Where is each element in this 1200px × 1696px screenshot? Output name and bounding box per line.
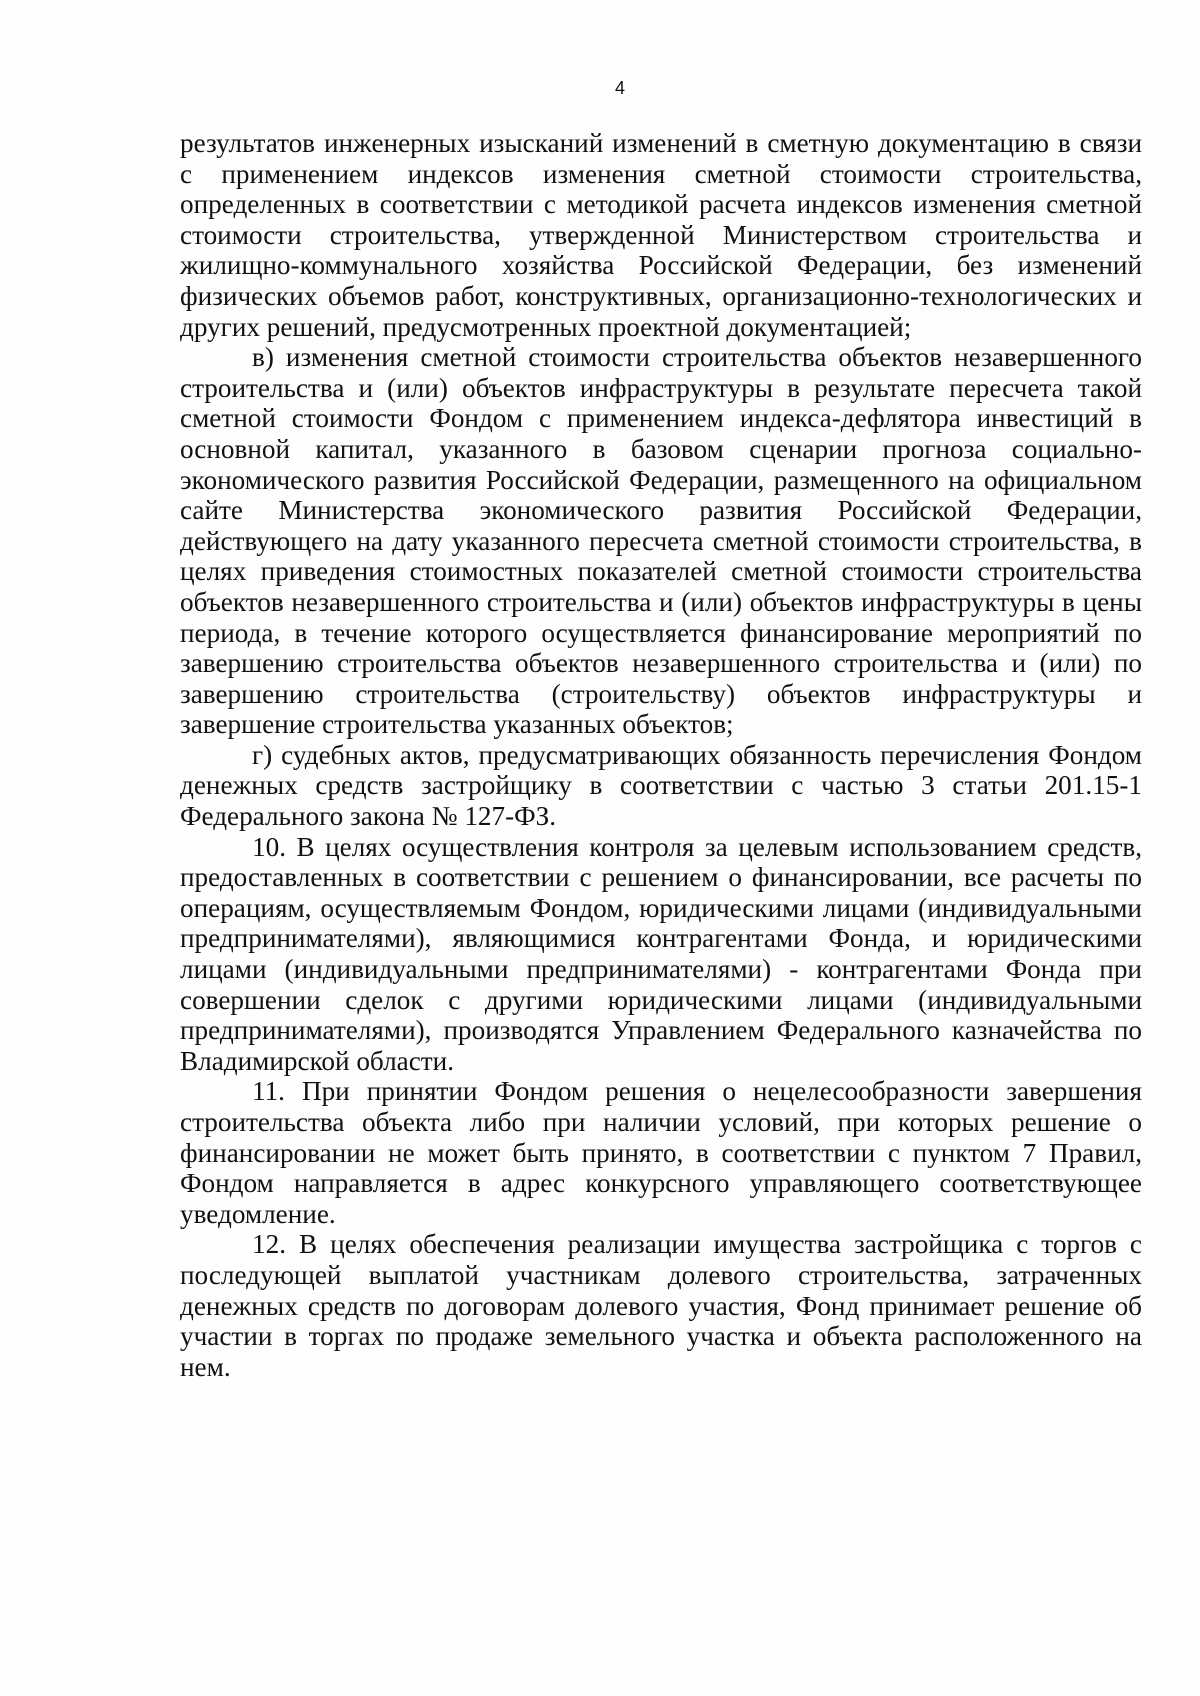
paragraph-clause-11: 11. При принятии Фондом решения о нецелесообразности завершения строительства объекта либо при наличии условий, при которых решение о финансировании не может быть принято, в соответствии с пунктом 7 Правил, Фондом направляется в адрес конкурсного управляющего соответствующее уведомление.	[180, 1076, 1142, 1229]
paragraph-clause-12: 12. В целях обеспечения реализации имущества застройщика с торгов с последующей выплатой участникам долевого строительства, затраченных денежных средств по договорам долевого участия, Фонд принимает решение об участии в торгах по продаже земельного участка и объекта расположенного на нем.	[180, 1229, 1142, 1382]
page-number: 4	[614, 78, 625, 98]
paragraph-clause-10: 10. В целях осуществления контроля за целевым использованием средств, предоставленных в соответствии с решением о финансировании, все расчеты по операциям, осуществляемым Фондом, юридическими лицами (индивидуальными предпринимателями), являющимися контрагентами Фонда, и юридическими лицами (индивидуальными предпринимателями) - контрагентами Фонда при совершении сделок с другими юридическими лицами (индивидуальными предпринимателями), производятся Управлением Федерального казначейства по Владимирской области.	[180, 831, 1142, 1076]
paragraph-continuation: результатов инженерных изысканий изменений в сметную документацию в связи с применением индексов изменения сметной стоимости строительства, определенных в соответствии с методикой расчета индексов изменения сметной стоимости строительства, утвержденной Министерством строительства и жилищно-коммунального хозяйства Российской Федерации, без изменений физических объемов работ, конструктивных, организационно-технологических и других решений, предусмотренных проектной документацией;	[180, 128, 1142, 342]
paragraph-item-g: г) судебных актов, предусматривающих обязанность перечисления Фондом денежных средств застройщику в соответствии с частью 3 статьи 201.15-1 Федерального закона № 127-ФЗ.	[180, 739, 1142, 832]
document-body	[180, 128, 1142, 1382]
paragraph-item-v: в) изменения сметной стоимости строительства объектов незавершенного строительства и (или) объектов инфраструктуры в результате пересчета такой сметной стоимости Фондом с применением индекса-дефлятора инвестиций в основной капитал, указанного в базовом сценарии прогноза социально-экономического развития Российской Федерации, размещенного на официальном сайте Министерства экономического развития Российской Федерации, действующего на дату указанного пересчета сметной стоимости строительства, в целях приведения стоимостных показателей сметной стоимости строительства объектов незавершенного строительства и (или) объектов инфраструктуры в цены периода, в течение которого осуществляется финансирование мероприятий по завершению строительства объектов незавершенного строительства и (или) по завершению строительства (строительству) объектов инфраструктуры и завершение строительства указанных объектов;	[180, 342, 1142, 740]
